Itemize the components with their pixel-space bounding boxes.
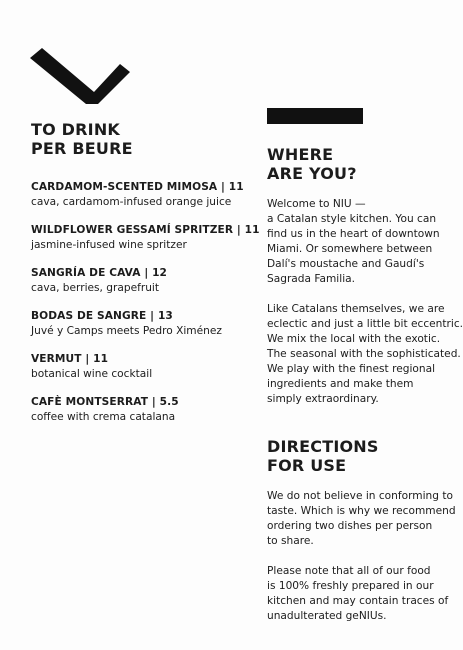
drink-description: cava, cardamom-infused orange juice bbox=[31, 196, 232, 208]
text-line: Welcome to NIU — bbox=[267, 198, 366, 210]
drinks-title-line: TO DRINK bbox=[31, 120, 121, 139]
text-line: Please note that all of our food bbox=[267, 565, 431, 577]
directions-body bbox=[267, 489, 463, 624]
directions-title bbox=[267, 437, 463, 475]
where-title-line: WHERE bbox=[267, 145, 334, 164]
directions-section bbox=[267, 437, 463, 624]
drink-description: coffee with crema catalana bbox=[31, 411, 176, 423]
where-title-line: ARE YOU? bbox=[267, 164, 357, 183]
text-line: to share. bbox=[267, 535, 314, 547]
text-line: ordering two dishes per person bbox=[267, 520, 433, 532]
where-paragraph-2 bbox=[267, 302, 463, 407]
text-line: simply extraordinary. bbox=[267, 393, 379, 405]
drink-item bbox=[31, 180, 256, 210]
drink-name: CAFÈ MONTSERRAT | 5.5 bbox=[31, 396, 179, 408]
drink-item bbox=[31, 309, 256, 339]
text-line: ingredients and make them bbox=[267, 378, 414, 390]
text-line: The seasonal with the sophisticated. bbox=[267, 348, 461, 360]
directions-paragraph-2 bbox=[267, 564, 463, 624]
drink-name: VERMUT | 11 bbox=[31, 353, 109, 365]
drink-item bbox=[31, 223, 260, 253]
drink-item bbox=[31, 352, 256, 382]
drink-description: botanical wine cocktail bbox=[31, 368, 153, 380]
text-line: Miami. Or somewhere between bbox=[267, 243, 433, 255]
info-column bbox=[267, 108, 463, 624]
text-line: is 100% freshly prepared in our bbox=[267, 580, 434, 592]
decorative-black-bar bbox=[267, 108, 363, 124]
directions-title-line: FOR USE bbox=[267, 456, 347, 475]
drinks-list bbox=[31, 180, 260, 425]
text-line: Like Catalans themselves, we are bbox=[267, 303, 445, 315]
drink-description: Juvé y Camps meets Pedro Ximénez bbox=[31, 325, 222, 337]
niu-check-mark-logo bbox=[30, 44, 130, 106]
directions-title-line: DIRECTIONS bbox=[267, 437, 379, 456]
where-section bbox=[267, 145, 463, 407]
drink-description: cava, berries, grapefruit bbox=[31, 282, 160, 294]
text-line: eclectic and just a little bit eccentric. bbox=[267, 318, 463, 330]
drink-description: jasmine-infused wine spritzer bbox=[31, 239, 187, 251]
where-title bbox=[267, 145, 463, 183]
text-line: We play with the finest regional bbox=[267, 363, 436, 375]
drink-name: WILDFLOWER GESSAMÍ SPRITZER | 11 bbox=[31, 224, 260, 236]
text-line: taste. Which is why we recommend bbox=[267, 505, 456, 517]
drinks-title bbox=[31, 120, 256, 158]
text-line: find us in the heart of downtown bbox=[267, 228, 440, 240]
where-paragraph-1 bbox=[267, 197, 463, 287]
text-line: We do not believe in conforming to bbox=[267, 490, 453, 502]
drink-name: BODAS DE SANGRE | 13 bbox=[31, 310, 173, 322]
where-body bbox=[267, 197, 463, 407]
drinks-title-line: PER BEURE bbox=[31, 139, 133, 158]
drink-name: CARDAMOM-SCENTED MIMOSA | 11 bbox=[31, 181, 244, 193]
drink-item bbox=[31, 266, 256, 296]
text-line: unadulterated geNIUs. bbox=[267, 610, 387, 622]
text-line: Sagrada Familia. bbox=[267, 273, 355, 285]
text-line: Dalí's moustache and Gaudí's bbox=[267, 258, 425, 270]
directions-paragraph-1 bbox=[267, 489, 463, 549]
drink-name: SANGRÍA DE CAVA | 12 bbox=[31, 267, 168, 279]
text-line: kitchen and may contain traces of bbox=[267, 595, 449, 607]
text-line: a Catalan style kitchen. You can bbox=[267, 213, 437, 225]
text-line: We mix the local with the exotic. bbox=[267, 333, 441, 345]
drinks-column bbox=[31, 120, 260, 438]
drink-item bbox=[31, 395, 256, 425]
